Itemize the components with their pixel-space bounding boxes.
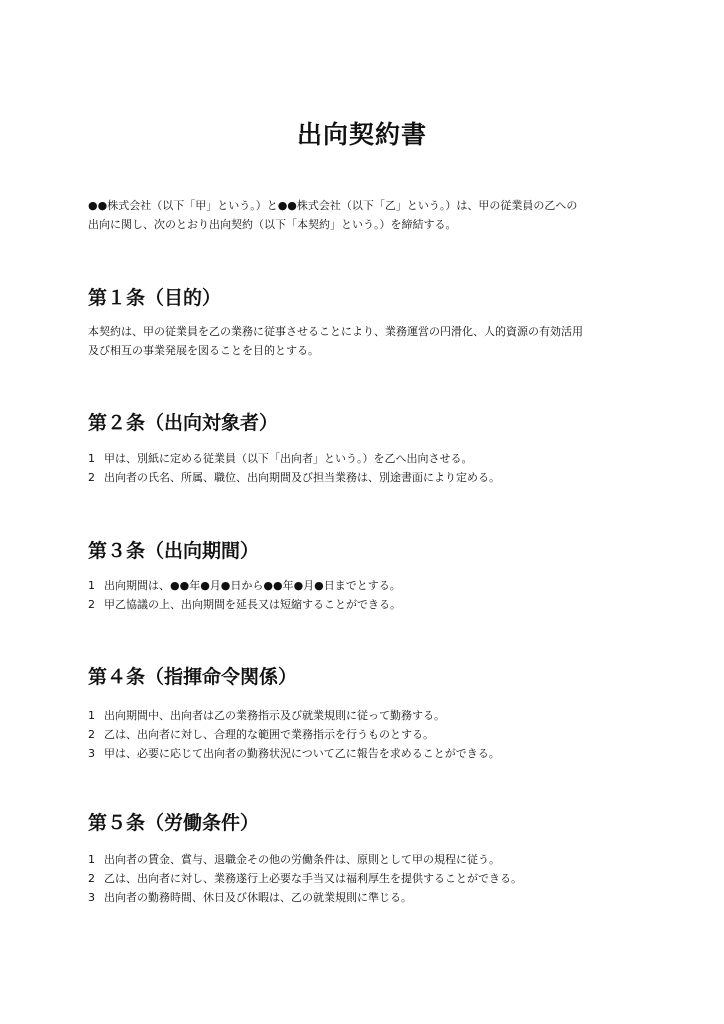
clause-number: 2 <box>88 728 95 741</box>
clause-number: 2 <box>88 872 95 885</box>
clause-number: 1 <box>88 709 95 722</box>
intro-line: 出向に関し、次のとおり出向契約（以下「本契約」という。）を締結する。 <box>88 218 457 231</box>
clause-text: 出向者の勤務時間、休日及び休暇は、乙の就業規則に準じる。 <box>104 891 412 904</box>
clause-number: 2 <box>88 598 95 611</box>
clause-text: 乙は、出向者に対し、合理的な範囲で業務指示を行うものとする。 <box>104 728 434 741</box>
clause-number: 3 <box>88 747 95 760</box>
clause-item <box>88 449 648 468</box>
clause-number: 1 <box>88 579 95 592</box>
clause-text: 甲は、必要に応じて出向者の勤務状況について乙に報告を求めることができる。 <box>104 747 500 760</box>
clause-number: 3 <box>88 891 95 904</box>
clause-number: 1 <box>88 853 95 866</box>
article-1-line: 及び相互の事業発展を図ることを目的とする。 <box>88 344 319 357</box>
article-2-heading: 第２条（出向対象者） <box>88 412 279 434</box>
clause-item <box>88 744 648 763</box>
clause-text: 出向期間は、●●年●月●日から●●年●月●日までとする。 <box>104 579 401 592</box>
clause-item <box>88 725 648 744</box>
clause-text: 甲は、別紙に定める従業員（以下「出向者」という。）を乙へ出向させる。 <box>104 452 473 465</box>
article-1-body <box>88 322 648 360</box>
article-4-body <box>88 706 648 763</box>
clause-item <box>88 706 648 725</box>
clause-text: 甲乙協議の上、出向期間を延長又は短縮することができる。 <box>104 598 401 611</box>
article-1-line: 本契約は、甲の従業員を乙の業務に従事させることにより、業務運営の円滑化、人的資源の有効活用 <box>88 325 583 338</box>
clause-number: 2 <box>88 471 95 484</box>
clause-text: 乙は、出向者に対し、業務遂行上必要な手当又は福利厚生を提供することができる。 <box>104 872 522 885</box>
clause-item <box>88 595 648 614</box>
article-3-heading: 第３条（出向期間） <box>88 540 260 562</box>
clause-number: 1 <box>88 452 95 465</box>
article-2-body <box>88 449 648 487</box>
article-5-heading: 第５条（労働条件） <box>88 812 260 834</box>
article-5-body <box>88 850 648 907</box>
clause-text: 出向者の氏名、所属、職位、出向期間及び担当業務は、別途書面により定める。 <box>104 471 500 484</box>
intro-line: ●●株式会社（以下「甲」という。）と●●株式会社（以下「乙」という。）は、甲の従業員の乙への <box>88 199 578 212</box>
article-4-heading: 第４条（指揮命令関係） <box>88 666 298 688</box>
clause-item <box>88 576 648 595</box>
document-title: 出向契約書 <box>296 120 427 149</box>
clause-item <box>88 888 648 907</box>
article-3-body <box>88 576 648 614</box>
clause-item <box>88 468 648 487</box>
intro-paragraph <box>88 196 648 234</box>
clause-item <box>88 869 648 888</box>
clause-text: 出向期間中、出向者は乙の業務指示及び就業規則に従って勤務する。 <box>104 709 445 722</box>
clause-text: 出向者の賃金、賞与、退職金その他の労働条件は、原則として甲の規程に従う。 <box>104 853 500 866</box>
clause-item <box>88 850 648 869</box>
article-1-heading: 第１条（目的） <box>88 287 222 309</box>
